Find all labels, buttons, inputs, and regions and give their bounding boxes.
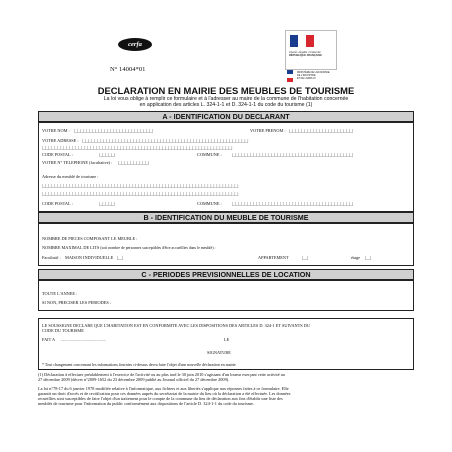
declaration-box: LE SOUSSIGNE DECLARE QUE L'HABITATION EST EN CONFORMITE AVEC LES DISPOSITIONS DES ARTICLES D. 324-1 ET SUIVANTS DU CODE DU TOURISME FAIT A .......................................... LE SIGNATURE * Tout changement concernant les informations fournies ci-dessus devra faire l'objet d'une nouvelle déclaration en mairie: [38, 318, 414, 370]
section-b-body: NOMBRE DE PIECES COMPOSANT LE MEUBLE : NOMBRE MAXIMAL DE LITS (soit nombre de personnes susceptibles d'être accueillies dans le meublé) : Facultatif : MAISON INDIVIDUELLE |__| APPARTEMENT |__| étage |__|: [38, 223, 414, 266]
ministry-logo: MINISTÈRE DE L'ÉCONOMIE, DE L'INDUSTRIE ET DE L'EMPLOI: [287, 70, 345, 90]
appartement-checkbox[interactable]: |__|: [302, 255, 309, 260]
section-c-body: TOUTE L'ANNEE : SI NON, PRECISER LES PERIODES :: [38, 280, 414, 311]
adresse-field-2[interactable]: |_|_|_|_|_|_|_|_|_|_|_|_|_|_|_|_|_|_|_|_|_|_|_|_|_|_|_|_|_|_|_|_|_|_|_|_|_|_|_|_|_|_|_|_|_|_|_|_|_|_|_|_|_|_|_|_|_|_|_|_|_|_|_|: [42, 145, 233, 150]
republique-francaise-logo: [285, 30, 337, 70]
form-subtitle-1: La loi vous oblige à remplir ce formulaire et à l'adresser au maire de la commune de l'habitation concernée: [103, 96, 349, 102]
commune-field[interactable]: |_|_|_|_|_|_|_|_|_|_|_|_|_|_|_|_|_|_|_|_|_|_|_|_|_|_|_|_|_|_|_|_|_|_|_|_|_|_|_|_|: [232, 152, 354, 157]
fait-a-field[interactable]: ..........................................: [61, 337, 107, 342]
section-c-heading: C - PERIODES PREVISIONNELLES DE LOCATION: [38, 269, 414, 280]
nom-field[interactable]: |_|_|_|_|_|_|_|_|_|_|_|_|_|_|_|_|_|_|_|_|_|_|_|_|_|_|: [74, 128, 154, 133]
adresse-field[interactable]: |_|_|_|_|_|_|_|_|_|_|_|_|_|_|_|_|_|_|_|_|_|_|_|_|_|_|_|_|_|_|_|_|_|_|_|_|_|_|_|_|_|_|_|_|_|_|_|_|_|_|_|_|_|_|_|: [82, 138, 249, 143]
cerfa-logo: cerfa: [118, 38, 152, 51]
section-b-heading: B - IDENTIFICATION DU MEUBLE DE TOURISME: [38, 212, 414, 223]
footnote-1: (1) Déclaration à effectuer préalablement à l'exercice de l'activité ou au plus tard le 30 juin 2010 s'agissant d'un loueur exerçant cette activité au 27 décembre 2009 (décret n°2009-1652 du 23 décembre 2009 publié au Journal officiel du 27 décembre 2009).: [38, 372, 285, 382]
section-a-heading: A - IDENTIFICATION DU DECLARANT: [38, 111, 414, 122]
section-a-body: VOTRE NOM : |_|_|_|_|_|_|_|_|_|_|_|_|_|_|_|_|_|_|_|_|_|_|_|_|_|_| VOTRE PRENOM : |_|_|_|_|_|_|_|_|_|_|_|_|_|_|_|_|_|_|_|_|_| VOTRE ADRESSE : |_|_|_|_|_|_|_|_|_|_|_|_|_|_|_|_|_|_|_|_|_|_|_|_|_|_|_|_|_|_|_|_|_|_|_|_|_|_|_|_|_|_|_|_|_|_|_|_|_|_|_|_|_|_|_| |_|_|_|_|_|_|_|_|_|_|_|_|_|_|_|_|_|_|_|_|_|_|_|_|_|_|_|_|_|_|_|_|_|_|_|_|_|_|_|_|_|_|_|_|_|_|_|_|_|_|_|_|_|_|_|_|_|_|_|_|_|_|_| CODE POSTAL : |_|_|_|_|_| COMMUNE : |_|_|_|_|_|_|_|_|_|_|_|_|_|_|_|_|_|_|_|_|_|_|_|_|_|_|_|_|_|_|_|_|_|_|_|_|_|_|_|_| VOTRE N° TELEPHONE (facultative) : |_|_|_|_|_|_|_|_|_|_| Adresse du meublé de tourisme : |_|_|_|_|_|_|_|_|_|_|_|_|_|_|_|_|_|_|_|_|_|_|_|_|_|_|_|_|_|_|_|_|_|_|_|_|_|_|_|_|_|_|_|_|_|_|_|_|_|_|_|_|_|_|_|_|_|_|_|_|_|_|_|_|_| |_|_|_|_|_|_|_|_|_|_|_|_|_|_|_|_|_|_|_|_|_|_|_|_|_|_|_|_|_|_|_|_|_|_|_|_|_|_|_|_|_|_|_|_|_|_|_|_|_|_|_|_|_|_|_|_|_|_|_|_|_|_|_|_|_| CODE POSTAL : |_|_|_|_|_| COMMUNE : |_|_|_|_|_|_|_|_|_|_|_|_|_|_|_|_|_|_|_|_|_|_|_|_|_|_|_|_|_|_|_|_|_|_|_|_|_|_|_|_|: [38, 122, 414, 212]
code-postal-meuble-field[interactable]: |_|_|_|_|_|: [99, 201, 115, 206]
telephone-field[interactable]: |_|_|_|_|_|_|_|_|_|_|: [118, 160, 149, 165]
maison-checkbox[interactable]: |__|: [117, 255, 124, 260]
code-postal-field[interactable]: |_|_|_|_|_|: [99, 152, 115, 157]
adresse-meuble-field-2[interactable]: |_|_|_|_|_|_|_|_|_|_|_|_|_|_|_|_|_|_|_|_|_|_|_|_|_|_|_|_|_|_|_|_|_|_|_|_|_|_|_|_|_|_|_|_|_|_|_|_|_|_|_|_|_|_|_|_|_|_|_|_|_|_|_|_|_|: [42, 191, 239, 196]
prenom-field[interactable]: |_|_|_|_|_|_|_|_|_|_|_|_|_|_|_|_|_|_|_|_|_|: [289, 128, 354, 133]
republic-motto: Liberté • Égalité • Fraternité RÉPUBLIQUE FRANÇAISE: [289, 51, 322, 58]
adresse-meuble-field-1[interactable]: |_|_|_|_|_|_|_|_|_|_|_|_|_|_|_|_|_|_|_|_|_|_|_|_|_|_|_|_|_|_|_|_|_|_|_|_|_|_|_|_|_|_|_|_|_|_|_|_|_|_|_|_|_|_|_|_|_|_|_|_|_|_|_|_|_|: [42, 183, 239, 188]
form-subtitle-2: en application des articles L. 324-1-1 et D. 324-1-1 du code du tourisme (1): [139, 102, 313, 108]
french-flag-icon: [290, 35, 314, 47]
form-number: N° 14004*01: [110, 66, 146, 73]
footnote-2: La loi n°78-17 du 6 janvier 1978 modifiée relative à l'informatique, aux fichiers et aux libertés s'applique aux réponses faites à ce formulaire. Elle garantit un droit d'accès et de rectification pour ces données auprès du secrétariat de la mairie du lieu où la déclaration a été effectuée. Les données recueillies sont susceptibles de faire l'objet d'un traitement pour le compte de la commune du lieu de déclaration aux fins d'établir une liste des meublés de tourisme pour l'information du public conformément aux dispositions de l'article D. 324-1-1 du code du tourisme.: [38, 386, 291, 406]
etage-field[interactable]: |__|: [365, 255, 372, 260]
ministry-flag-icon: [287, 70, 293, 82]
form-title: DECLARATION EN MAIRIE DES MEUBLES DE TOURISME: [97, 85, 355, 96]
commune-meuble-field[interactable]: |_|_|_|_|_|_|_|_|_|_|_|_|_|_|_|_|_|_|_|_|_|_|_|_|_|_|_|_|_|_|_|_|_|_|_|_|_|_|_|_|: [232, 201, 354, 206]
